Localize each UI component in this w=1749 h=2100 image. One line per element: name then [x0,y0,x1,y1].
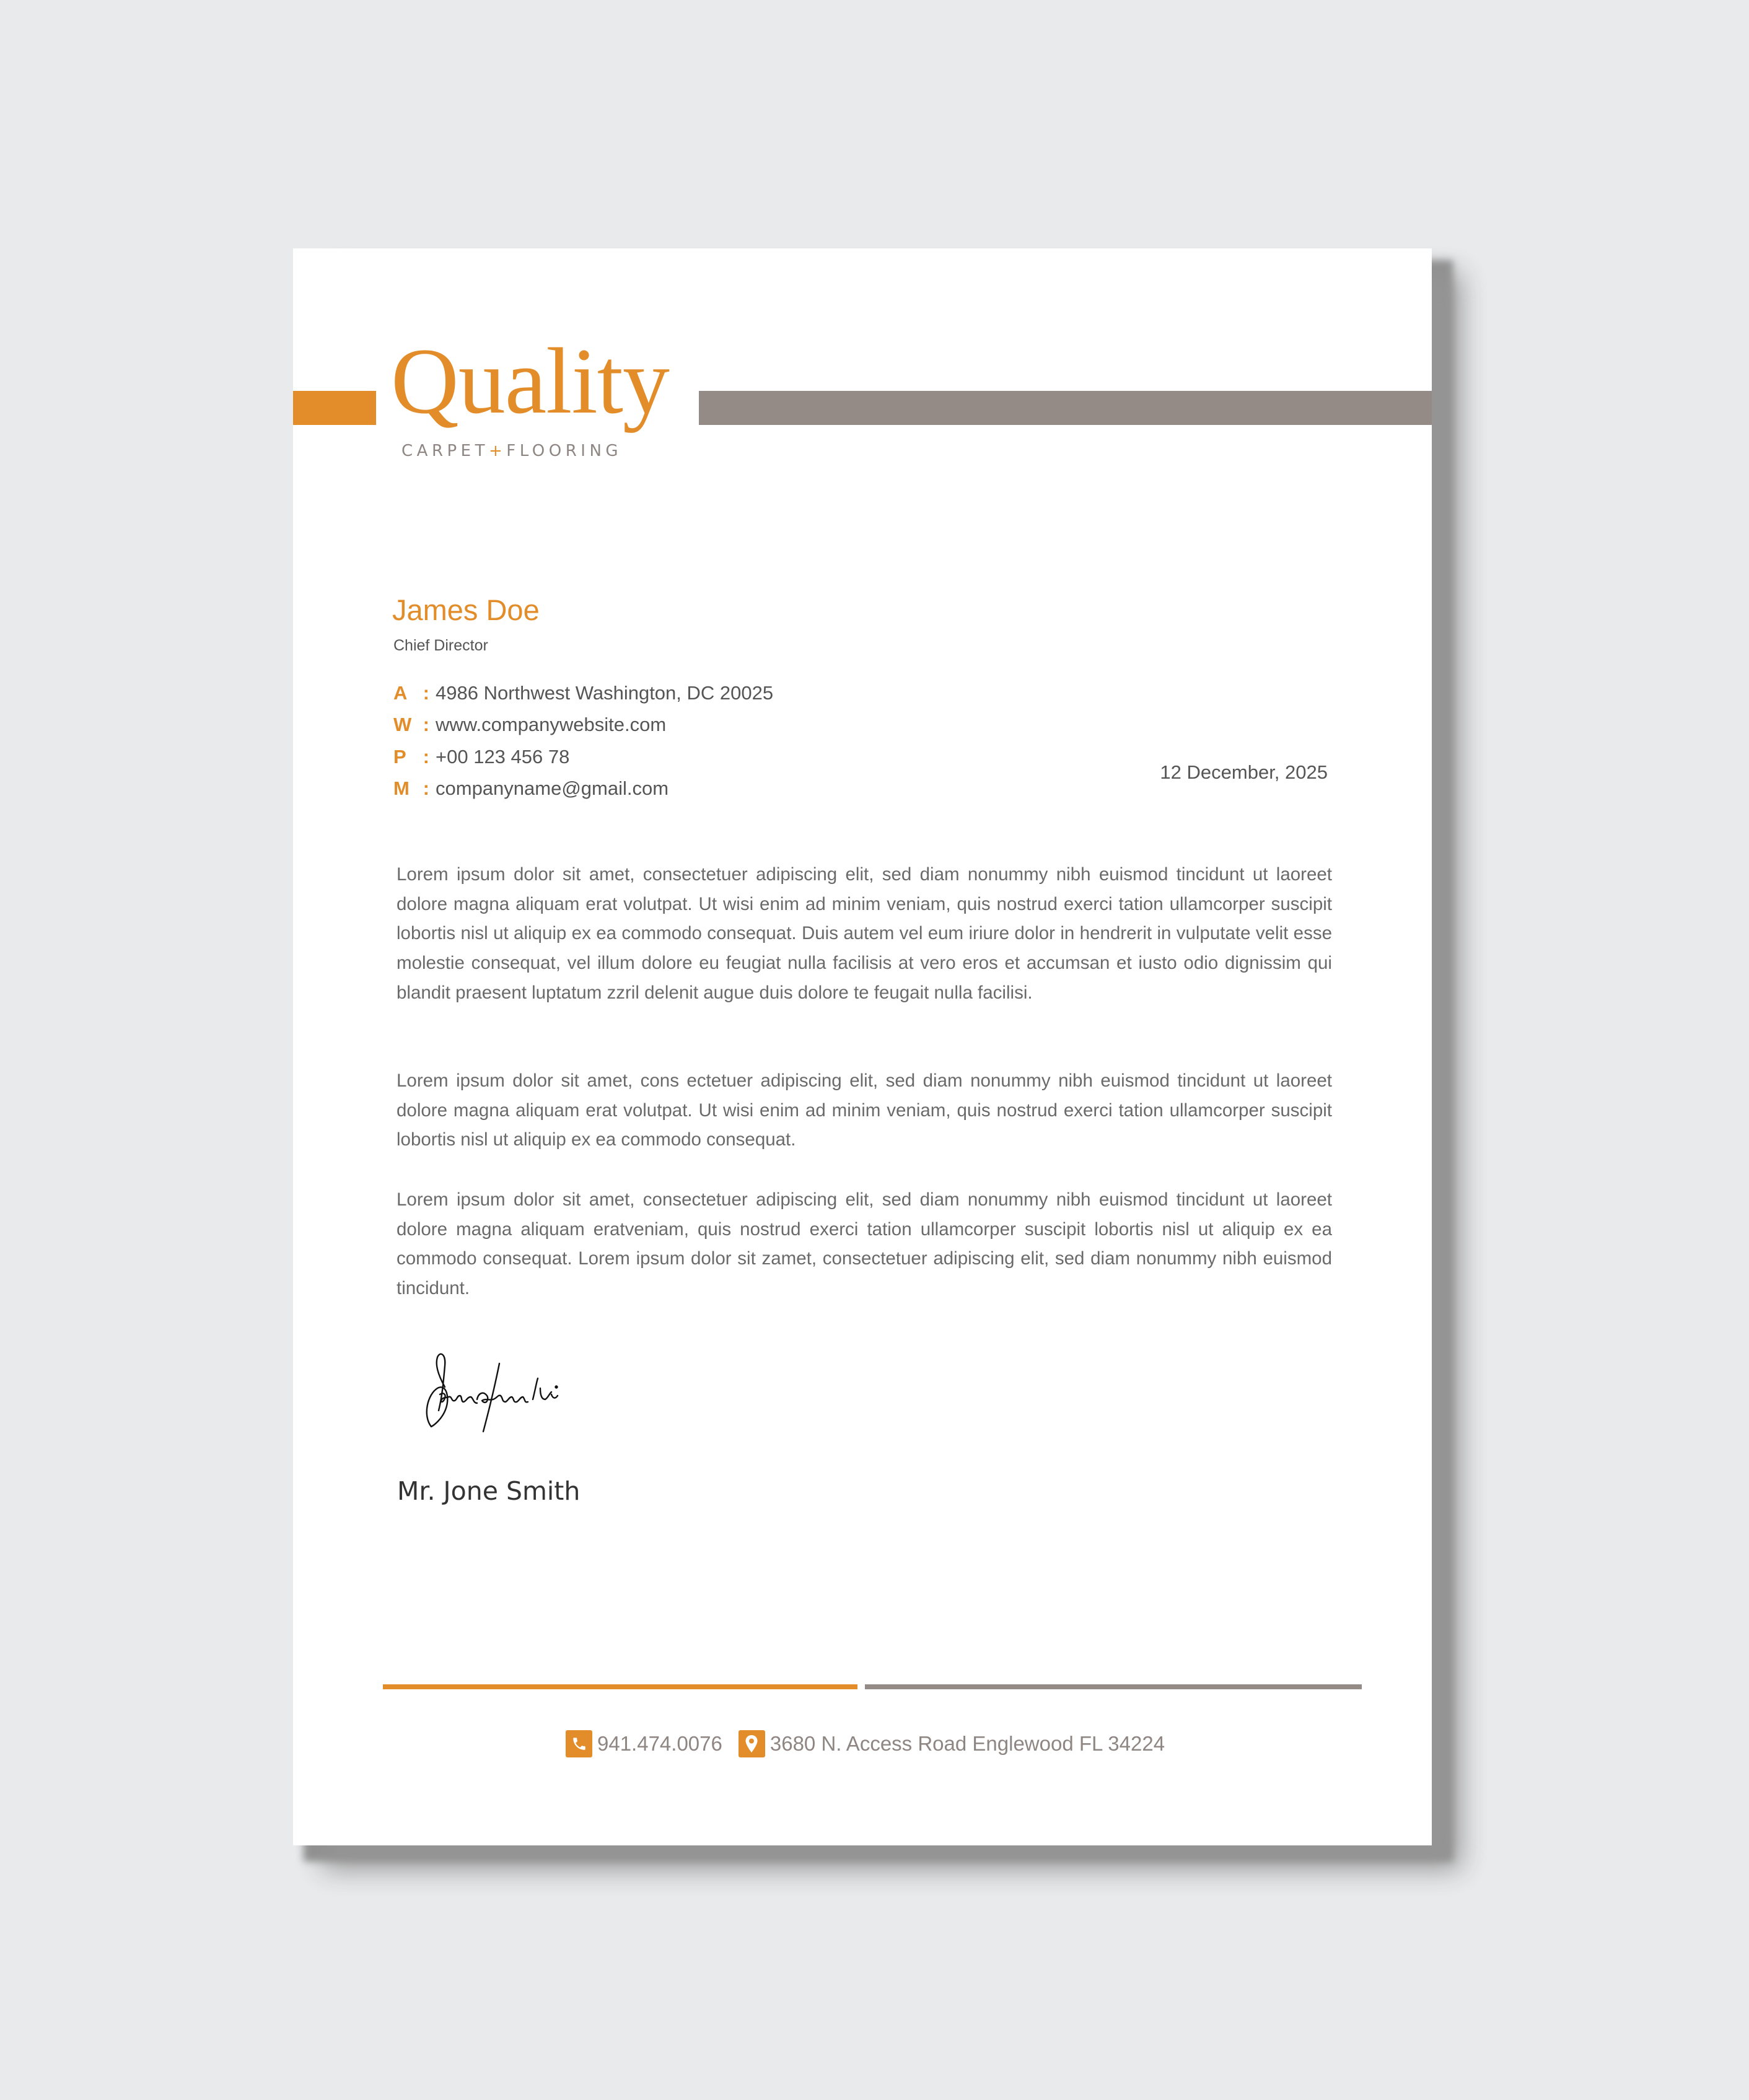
header-bar-gray [699,391,1432,425]
contact-key-separator: : [423,682,429,704]
contact-key-letter: W [393,714,412,736]
footer-phone: 941.474.0076 [597,1732,722,1755]
signature-icon [414,1351,587,1463]
body-paragraph-1: Lorem ipsum dolor sit amet, consectetuer adipiscing elit, sed diam nonummy nibh euismod tincidunt ut laoreet dolore magna aliquam erat volutpat. Ut wisi enim ad minim veniam, quis nostrud exerci tation ullamcorper suscipit lobortis nisl ut aliquip ex ea commodo consequat. Duis autem vel eum iriure dolor in hendrerit in vulputate velit esse molestie consequat, vel illum dolore eu feugiat nulla facilisis at vero eros et accumsan et iusto odio dignissim qui blandit praesent luptatum zzril delenit augue duis dolore te feugait nulla facilisi. [397,864,1332,1003]
contact-key-letter: M [393,777,410,799]
contact-key-letter: P [393,745,406,768]
contact-key [393,777,436,800]
letterhead-page [293,248,1432,1845]
letter-date: 12 December, 2025 [1160,761,1328,783]
contact-row-email [393,777,951,809]
logo-tagline-left: CARPET [401,442,489,460]
footer-rule-orange [383,1684,857,1689]
contact-row-phone [393,746,951,777]
phone-icon [566,1730,592,1757]
sender-contact-list [393,682,951,809]
signer-name: Mr. Jone Smith [397,1476,581,1506]
map-pin-icon [739,1730,765,1757]
contact-row-address [393,682,951,714]
footer-rule-gray [865,1684,1362,1689]
footer-contact [566,1730,1181,1757]
contact-key [393,714,436,736]
logo-tagline-right: FLOORING [506,442,623,460]
header-bar-orange [293,391,376,425]
contact-key-separator: : [423,777,429,799]
sender-name: James Doe [392,593,540,626]
contact-key [393,746,436,768]
body-paragraph-2: Lorem ipsum dolor sit amet, cons ectetuer adipiscing elit, sed diam nonummy nibh euismod tincidunt ut laoreet dolore magna aliquam erat volutpat. Ut wisi enim ad minim veniam, quis nostrud exerci tation ullamcorper suscipit lobortis nisl ut aliquip ex ea commodo consequat. [397,1070,1332,1150]
contact-row-website [393,714,951,745]
logo-wordmark: Quality [391,329,669,433]
contact-value-address: 4986 Northwest Washington, DC 20025 [436,682,774,704]
contact-key-separator: : [423,745,429,768]
logo-tagline-plus: + [489,442,507,460]
contact-value-website[interactable]: www.companywebsite.com [436,714,667,736]
logo-tagline [401,442,622,460]
contact-value-phone: +00 123 456 78 [436,745,570,768]
contact-key-separator: : [423,714,429,736]
contact-key-letter: A [393,682,408,704]
footer-address: 3680 N. Access Road Englewood FL 34224 [769,1732,1165,1755]
contact-value-email[interactable]: companyname@gmail.com [436,777,669,799]
body-paragraph-3: Lorem ipsum dolor sit amet, consectetuer adipiscing elit, sed diam nonummy nibh euismod tincidunt ut laoreet dolore magna aliquam eratveniam, quis nostrud exerci tation ullamcorper suscipit lobortis nisl ut aliquip ex ea commodo consequat. Lorem ipsum dolor sit zamet, consectetuer adipiscing elit, sed diam nonummy nibh euismod tincidunt. [397,1189,1332,1299]
sender-title: Chief Director [393,637,488,654]
contact-key [393,682,436,704]
